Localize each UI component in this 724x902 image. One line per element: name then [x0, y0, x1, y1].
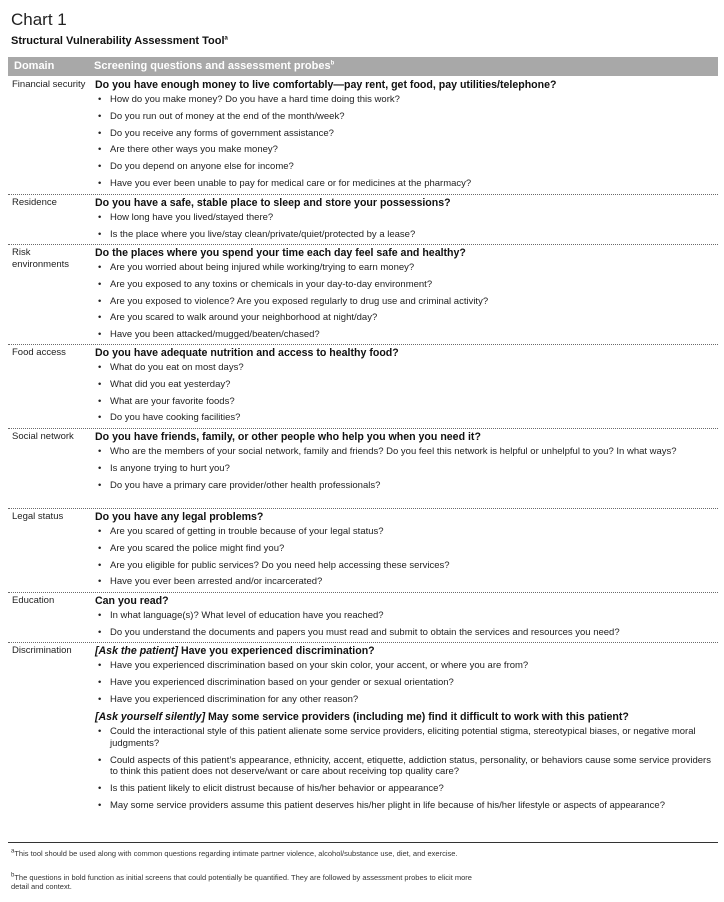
probe-item	[95, 212, 713, 224]
probe-item	[95, 726, 713, 749]
screening-question	[95, 644, 713, 658]
probe-list	[95, 94, 713, 189]
probe-text: Have you ever been arrested and/or incarcerated?	[110, 576, 323, 588]
bullet-icon: •	[98, 559, 102, 571]
probe-text: Have you experienced discrimination for any other reason?	[110, 693, 359, 705]
probe-text: Is anyone trying to hurt you?	[110, 462, 230, 474]
bullet-icon: •	[98, 576, 102, 588]
bullet-icon: •	[98, 161, 102, 173]
probes-cell	[95, 510, 713, 593]
chart-label: Chart 1	[11, 10, 67, 29]
probe-text: Have you been attacked/mugged/beaten/chased?	[110, 329, 320, 341]
probe-text: What did you eat yesterday?	[110, 378, 231, 390]
question-text: Do the places where you spend your time each day feel safe and healthy?	[95, 247, 466, 259]
screening-question	[95, 510, 713, 524]
table-row	[8, 244, 718, 345]
probe-text: Are you scared of getting in trouble because of your legal status?	[110, 526, 384, 537]
probes-cell	[95, 196, 713, 246]
probe-text: Do you run out of money at the end of the month/week?	[110, 110, 345, 122]
probe-item	[95, 362, 713, 374]
bullet-icon: •	[98, 446, 102, 457]
probe-text: In what language(s)? What level of education have you reached?	[110, 610, 384, 621]
table-row	[8, 592, 718, 643]
bullet-icon: •	[98, 144, 102, 156]
domain-cell: Discrimination	[12, 645, 72, 656]
probe-text: Do you have cooking facilities?	[110, 412, 241, 424]
probe-item	[95, 463, 713, 475]
bullet-icon: •	[98, 626, 102, 638]
probes-cell	[95, 594, 713, 644]
table-row	[8, 76, 718, 195]
bullet-icon: •	[98, 693, 102, 705]
question-text: Can you read?	[95, 595, 169, 607]
probe-item	[95, 446, 713, 458]
bullet-icon: •	[98, 479, 102, 491]
bullet-icon: •	[98, 262, 102, 273]
probe-item	[95, 128, 713, 140]
probe-text: Have you experienced discrimination based on your gender or sexual orientation?	[110, 676, 454, 688]
probe-text: Are you exposed to any toxins or chemicals in your day-to-day environment?	[110, 278, 433, 290]
footnote	[11, 873, 481, 891]
probe-text: Do you depend on anyone else for income?	[110, 161, 294, 173]
question-text: May some service providers (including me) find it difficult to work with this patient?	[205, 711, 629, 724]
probe-text: May some service providers assume this patient deserves his/her plight in life because of his/her lifestyle or aspects of appearance?	[110, 799, 665, 811]
probe-item	[95, 329, 713, 341]
header-probes-text: Screening questions and assessment probes	[94, 60, 331, 72]
probe-list	[95, 660, 713, 705]
document-title	[11, 35, 228, 47]
bullet-icon: •	[98, 362, 102, 373]
bullet-icon: •	[98, 610, 102, 621]
bullet-icon: •	[98, 110, 102, 122]
probe-item	[95, 262, 713, 274]
probe-text: Are you eligible for public services? Do you need help accessing these services?	[110, 559, 450, 571]
probe-item	[95, 312, 713, 324]
table-row	[8, 642, 718, 843]
question-text: Do you have adequate nutrition and access to healthy food?	[95, 347, 399, 359]
bullet-icon: •	[98, 228, 102, 240]
probe-item	[95, 800, 713, 812]
probes-cell	[95, 346, 713, 429]
probe-item	[95, 229, 713, 241]
probe-item	[95, 677, 713, 689]
question-text: Have you experienced discrimination?	[178, 645, 375, 657]
probe-text: Are you exposed to violence? Are you exposed regularly to drug use and criminal activity?	[110, 295, 489, 307]
probe-item	[95, 526, 713, 538]
probe-item	[95, 94, 713, 106]
probe-item	[95, 560, 713, 572]
screening-question	[95, 196, 713, 210]
probe-text: Have you experienced discrimination based on your skin color, your accent, or where you are from?	[110, 660, 529, 671]
probe-list	[95, 610, 713, 638]
probe-text: Who are the members of your social network, family and friends? Do you feel this network is helpful or unhelpful to you? In what ways?	[110, 446, 677, 457]
probe-item	[95, 412, 713, 424]
table-header	[8, 57, 718, 76]
probe-text: Do you have a primary care provider/other health professionals?	[110, 479, 381, 491]
probe-list	[95, 526, 713, 588]
probe-item	[95, 296, 713, 308]
table-row	[8, 344, 718, 429]
probe-item	[95, 610, 713, 622]
probe-text: What do you eat on most days?	[110, 362, 244, 373]
domain-cell: Social network	[12, 431, 74, 442]
probe-item	[95, 627, 713, 639]
bullet-icon: •	[98, 726, 102, 738]
probe-text: Have you ever been unable to pay for medical care or for medicines at the pharmacy?	[110, 177, 472, 189]
bullet-icon: •	[98, 754, 102, 766]
bullet-icon: •	[98, 127, 102, 139]
table-row	[8, 194, 718, 245]
bullet-icon: •	[98, 782, 102, 794]
title-text: Structural Vulnerability Assessment Tool	[11, 35, 225, 47]
question-text: Do you have any legal problems?	[95, 511, 264, 523]
footnote-text: This tool should be used along with common questions regarding intimate partner violence, alcohol/substance use, diet, and exercise.	[14, 849, 458, 858]
screening-question	[95, 346, 713, 360]
probes-cell	[95, 246, 713, 346]
bullet-icon: •	[98, 212, 102, 223]
probe-item	[95, 279, 713, 291]
header-probes	[94, 60, 334, 72]
bullet-icon: •	[98, 799, 102, 811]
question-text: Do you have friends, family, or other people who help you when you need it?	[95, 431, 481, 443]
screening-question	[95, 430, 713, 444]
probe-text: Is the place where you live/stay clean/private/quiet/protected by a lease?	[110, 228, 416, 240]
bullet-icon: •	[98, 462, 102, 474]
bullet-icon: •	[98, 378, 102, 390]
probe-item	[95, 755, 713, 778]
question-instruction: [Ask yourself silently]	[95, 711, 206, 724]
footnote-mark: a	[11, 848, 15, 855]
probe-text: What are your favorite foods?	[110, 395, 235, 407]
footnote-text: The questions in bold function as initial screens that could potentially be quantified. They are followed by assessment probes to elicit more detail and context.	[11, 873, 472, 891]
table-row	[8, 508, 718, 593]
probes-cell	[95, 644, 713, 817]
screening-question	[95, 594, 713, 608]
probe-list	[95, 362, 713, 424]
bullet-icon: •	[98, 94, 102, 105]
header-footnote-mark: b	[330, 60, 335, 67]
bullet-icon: •	[98, 177, 102, 189]
probe-text: Could the interactional style of this patient alienate some service providers, eliciting potential stigma, stereotypical biases, or negative moral judgments?	[110, 726, 696, 749]
probe-item	[95, 660, 713, 672]
probe-text: How do you make money? Do you have a hard time doing this work?	[110, 94, 400, 105]
bullet-icon: •	[98, 412, 102, 424]
screening-question	[95, 246, 713, 260]
domain-cell: Legal status	[12, 511, 64, 522]
footnote	[11, 849, 481, 858]
domain-cell: Residence	[12, 197, 57, 208]
probe-text: Are you scared to walk around your neighborhood at night/day?	[110, 312, 378, 324]
probe-text: Could aspects of this patient’s appearance, ethnicity, accent, etiquette, addiction status, personality, or behaviors cause some service providers to think this patient does not deserve/want or care about receiving top quality care?	[110, 754, 711, 778]
bullet-icon: •	[98, 329, 102, 341]
domain-cell: Food access	[12, 347, 66, 358]
probe-text: Are you scared the police might find you?	[110, 542, 285, 554]
probe-text: Is this patient likely to elicit distrust because of his/her behavior or appearance?	[110, 782, 444, 794]
probe-item	[95, 480, 713, 492]
probes-cell	[95, 430, 713, 496]
probe-text: Do you receive any forms of government assistance?	[110, 127, 334, 139]
probe-item	[95, 694, 713, 706]
bullet-icon: •	[98, 526, 102, 537]
probe-text: Are there other ways you make money?	[110, 144, 278, 156]
probe-item	[95, 161, 713, 173]
probe-item	[95, 576, 713, 588]
question-text: Do you have a safe, stable place to sleep and store your possessions?	[95, 197, 451, 209]
bullet-icon: •	[98, 278, 102, 290]
probe-list	[95, 726, 713, 811]
bullet-icon: •	[98, 660, 102, 671]
probe-item	[95, 111, 713, 123]
question-instruction: [Ask the patient]	[95, 645, 178, 657]
bullet-icon: •	[98, 676, 102, 688]
domain-cell: Education	[12, 595, 55, 606]
table-row	[8, 428, 718, 509]
probe-item	[95, 783, 713, 795]
probe-item	[95, 379, 713, 391]
probe-list	[95, 446, 713, 491]
bullet-icon: •	[98, 542, 102, 554]
screening-question	[95, 78, 713, 92]
probe-item	[95, 144, 713, 156]
bullet-icon: •	[98, 395, 102, 407]
probe-text: How long have you lived/stayed there?	[110, 212, 274, 223]
domain-cell: Risk environments	[12, 247, 70, 270]
domain-cell: Financial security	[12, 79, 86, 90]
probe-item	[95, 396, 713, 408]
bullet-icon: •	[98, 312, 102, 324]
bullet-icon: •	[98, 295, 102, 307]
probes-cell	[95, 78, 713, 195]
probe-text: Do you understand the documents and papers you must read and submit to obtain the services and resources you need?	[110, 626, 620, 638]
probe-list	[95, 212, 713, 240]
screening-question	[95, 710, 713, 724]
title-footnote-mark: a	[224, 35, 228, 42]
probe-text: Are you worried about being injured while working/trying to earn money?	[110, 262, 415, 273]
footnote-mark: b	[11, 872, 15, 879]
probe-item	[95, 543, 713, 555]
header-domain: Domain	[14, 60, 55, 72]
probe-list	[95, 262, 713, 341]
probe-item	[95, 178, 713, 190]
question-text: Do you have enough money to live comfortably—pay rent, get food, pay utilities/telephone?	[95, 79, 557, 91]
